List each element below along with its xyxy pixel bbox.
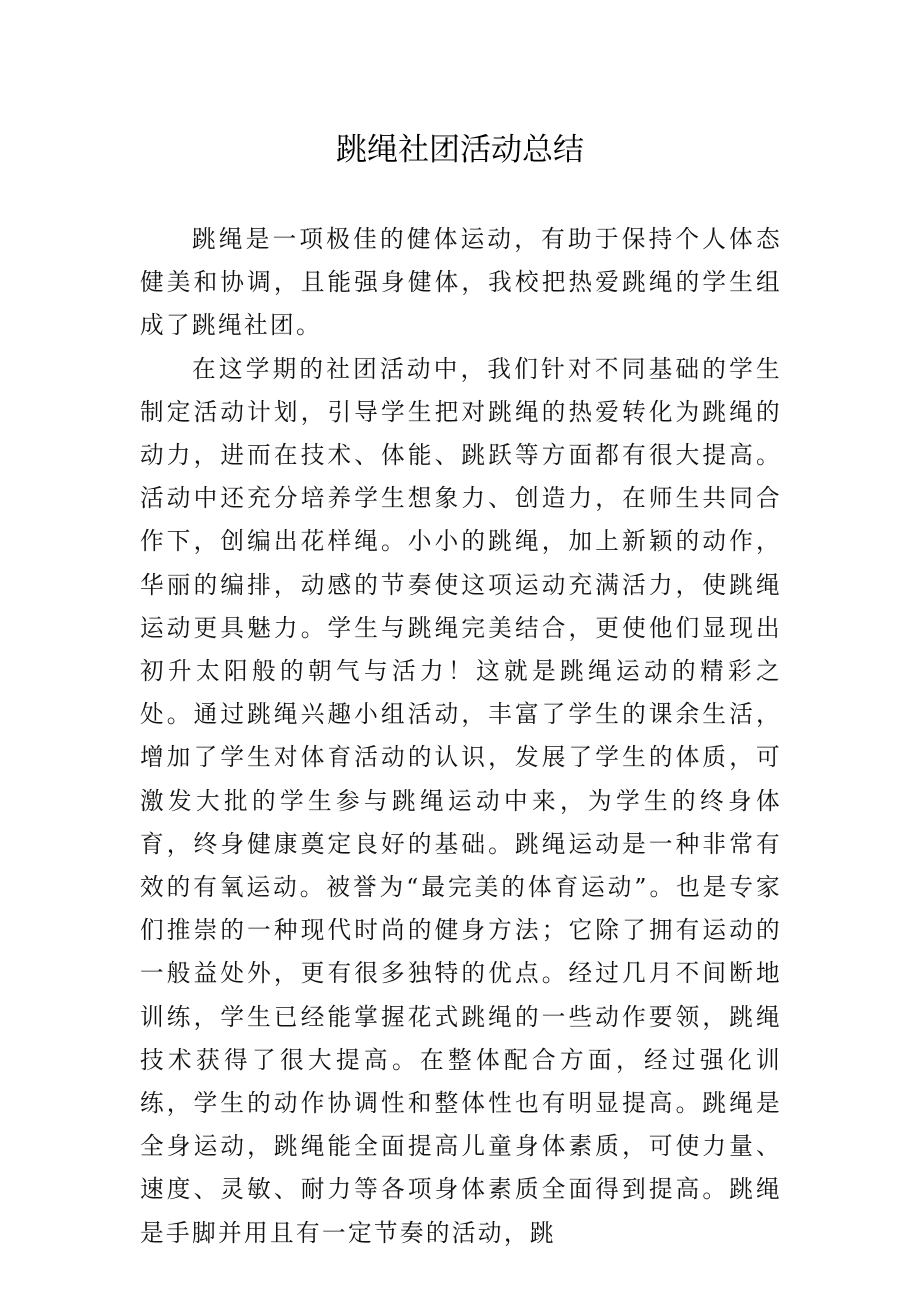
paragraph-activities: 在这学期的社团活动中，我们针对不同基础的学生制定活动计划，引导学生把对跳绳的热爱转化为跳绳的动力，进而在技术、体能、跳跃等方面都有很大提高。活动中还充分培养学生想象力、创造力，在师生共同合作下，创编出花样绳。小小的跳绳，加上新颖的动作，华丽的编排，动感的节奏使这项运动充满活力，使跳绳运动更具魅力。学生与跳绳完美结合，更使他们显现出初升太阳般的朝气与活力！这就是跳绳运动的精彩之处。通过跳绳兴趣小组活动，丰富了学生的课余生活，增加了学生对体育活动的认识，发展了学生的体质，可激发大批的学生参与跳绳运动中来，为学生的终身体育，终身健康奠定良好的基础。跳绳运动是一种非常有效的有氧运动。被誉为“最完美的体育运动”。也是专家们推崇的一种现代时尚的健身方法；它除了拥有运动的一般益处外，更有很多独特的优点。经过几月不间断地训练，学生已经能掌握花式跳绳的一些动作要领，跳绳技术获得了很大提高。在整体配合方面，经过强化训练，学生的动作协调性和整体性也有明显提高。跳绳是全身运动，跳绳能全面提高儿童身体素质，可使力量、速度、灵敏、耐力等各项身体素质全面得到提高。跳绳是手脚并用且有一定节奏的活动，跳 — [140, 354, 782, 1247]
document-title: 跳绳社团活动总结 — [336, 132, 584, 168]
document-body — [140, 218, 782, 1255]
paragraph-intro: 跳绳是一项极佳的健体运动，有助于保持个人体态健美和协调，且能强身健体，我校把热爱跳绳的学生组成了跳绳社团。 — [140, 225, 782, 340]
